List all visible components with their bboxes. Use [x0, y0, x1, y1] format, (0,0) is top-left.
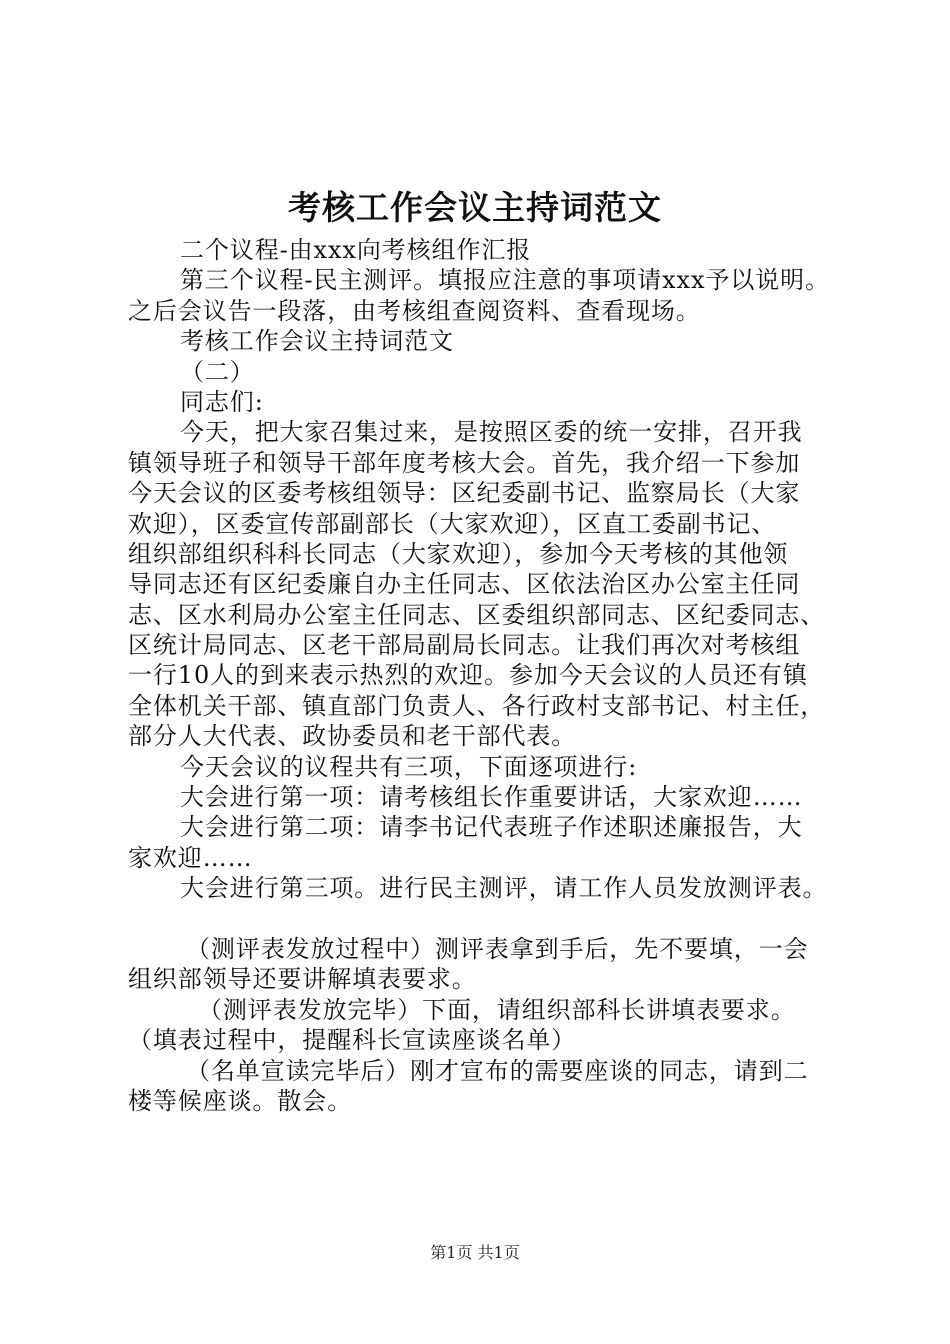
page-footer: 第1页 共1页 [430, 1243, 520, 1262]
paragraph-line: 组织部组织科科长同志（大家欢迎），参加今天考核的其他领 [128, 539, 789, 568]
paragraph-line: 区统计局同志、区老干部局副局长同志。让我们再次对考核组 [128, 631, 801, 660]
paragraph-line: 镇领导班子和领导干部年度考核大会。首先，我介绍一下参加 [128, 448, 801, 477]
paragraph-line: 志、区水利局办公室主任同志、区委组织部同志、区纪委同志、 [128, 600, 826, 629]
paragraph-line: 全体机关干部、镇直部门负责人、各行政村支部书记、村主任， [128, 691, 826, 720]
paragraph-line: 欢迎），区委宣传部副部长（大家欢迎），区直工委副书记、 [128, 509, 777, 538]
paragraph-line: 同志们: [180, 387, 264, 416]
document-body [128, 235, 850, 1116]
paragraph-line: 今天会议的区委考核组领导：区纪委副书记、监察局长（大家 [128, 479, 801, 508]
paragraph-line: 考核工作会议主持词范文 [180, 327, 454, 356]
paragraph-line: 第三个议程-民主测评。填报应注意的事项请xxx予以说明。 [180, 266, 830, 295]
paragraph-line: 之后会议告一段落，由考核组查阅资料、查看现场。 [128, 296, 701, 325]
paragraph-line: 今天，把大家召集过来，是按照区委的统一安排，召开我 [180, 418, 803, 447]
paragraph-line: 组织部领导还要讲解填表要求。 [128, 965, 477, 994]
paragraph-line: （测评表发放完毕）下面，请组织部科长讲填表要求。 [198, 995, 796, 1024]
document-title: 考核工作会议主持词范文 [288, 188, 662, 227]
paragraph-line: 今天会议的议程共有三项，下面逐项进行: [180, 752, 638, 781]
paragraph-line: 大会进行第三项。进行民主测评，请工作人员发放测评表。 [180, 874, 828, 903]
paragraph-line: 大会进行第一项：请考核组长作重要讲话，大家欢迎…… [180, 783, 803, 812]
paragraph-line: 家欢迎…… [128, 843, 253, 872]
paragraph-line: 部分人大代表、政协委员和老干部代表。 [128, 722, 577, 751]
paragraph-line: （测评表发放过程中）测评表拿到手后，先不要填，一会 [186, 934, 809, 963]
paragraph-line: （名单宣读完毕后）刚才宣布的需要座谈的同志，请到二 [186, 1056, 809, 1085]
paragraph-line: 导同志还有区纪委廉自办主任同志、区依法治区办公室主任同 [128, 570, 801, 599]
paragraph-line: 二个议程-由xxx向考核组作汇报 [180, 236, 532, 264]
paragraph-line: （二） [180, 357, 255, 386]
blank-line [128, 904, 850, 934]
paragraph-line: （填表过程中，提醒科长宣读座谈名单） [128, 1026, 577, 1055]
paragraph-line: 楼等候座谈。散会。 [128, 1086, 353, 1115]
paragraph-line: 大会进行第二项：请李书记代表班子作述职述廉报告，大 [180, 813, 803, 842]
paragraph-line: 一行10人的到来表示热烈的欢迎。参加今天会议的人员还有镇 [128, 661, 808, 690]
